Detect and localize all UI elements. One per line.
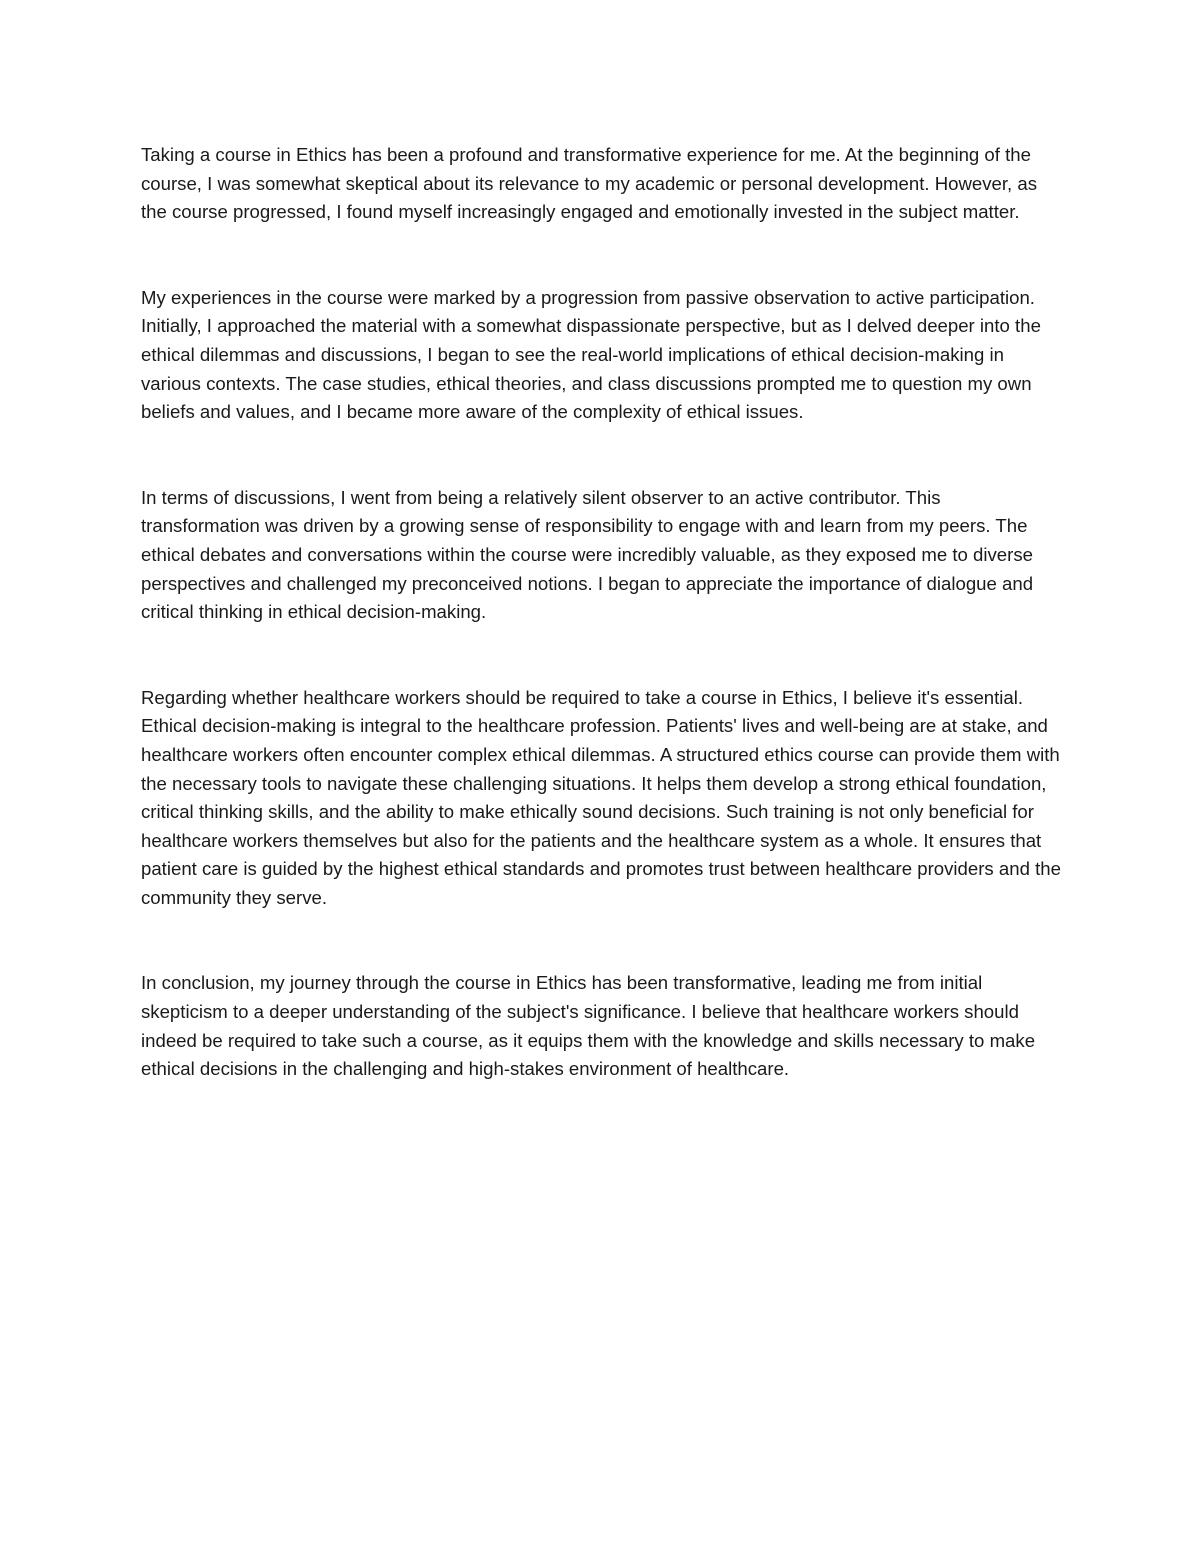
document-body [141,141,1061,1084]
paragraph-healthcare: Regarding whether healthcare workers should be required to take a course in Ethics, I believe it's essential. Ethical decision-making is integral to the healthcare profession. Patients' lives and well-being are at stake, and healthcare workers often encounter complex ethical dilemmas. A structured ethics course can provide them with the necessary tools to navigate these challenging situations. It helps them develop a strong ethical foundation, critical thinking skills, and the ability to make ethically sound decisions. Such training is not only beneficial for healthcare workers themselves but also for the patients and the healthcare system as a whole. It ensures that patient care is guided by the highest ethical standards and promotes trust between healthcare providers and the community they serve. [141,686,1061,908]
paragraph-experiences: My experiences in the course were marked by a progression from passive observation to active participation. Initially, I approached the material with a somewhat dispassionate perspective, but as I delved deeper into the ethical dilemmas and discussions, I began to see the real-world implications of ethical decision-making in various contexts. The case studies, ethical theories, and class discussions prompted me to question my own beliefs and values, and I became more aware of the complexity of ethical issues. [141,286,1041,423]
paragraph-conclusion: In conclusion, my journey through the course in Ethics has been transformative, leading me from initial skepticism to a deeper understanding of the subject's significance. I believe that healthcare workers should indeed be required to take such a course, as it equips them with the knowledge and skills necessary to make ethical decisions in the challenging and high-stakes environment of healthcare. [141,972,1036,1080]
paragraph-discussions: In terms of discussions, I went from being a relatively silent observer to an active contributor. This transformation was driven by a growing sense of responsibility to engage with and learn from my peers. The ethical debates and conversations within the course were incredibly valuable, as they exposed me to diverse perspectives and challenged my preconceived notions. I began to appreciate the importance of dialogue and critical thinking in ethical decision-making. [141,486,1034,623]
paragraph-intro: Taking a course in Ethics has been a profound and transformative experience for me. At the beginning of the course, I was somewhat skeptical about its relevance to my academic or personal development. However, as the course progressed, I found myself increasingly engaged and emotionally invested in the subject matter. [141,144,1038,223]
